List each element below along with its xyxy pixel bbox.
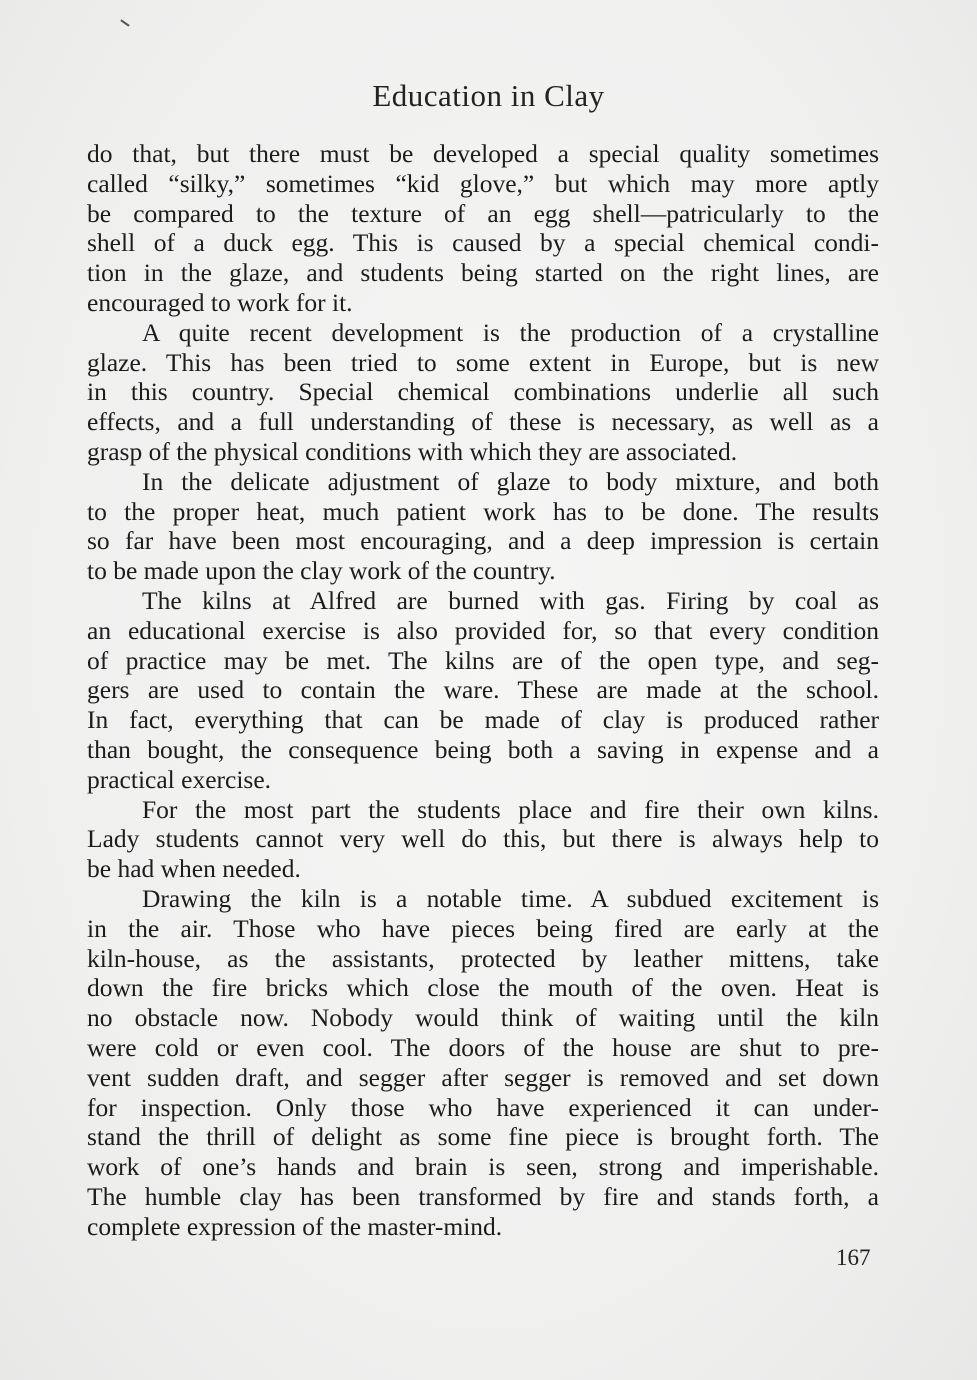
- text-line: an educational exercise is also provided for, so that every condition: [87, 615, 879, 645]
- text-line: for inspection. Only those who have experienced it can under-: [87, 1092, 879, 1122]
- text-line: down the fire bricks which close the mouth of the oven. Heat is: [87, 973, 879, 1003]
- body-text: [87, 139, 879, 1241]
- text-line: to be made upon the clay work of the country.: [87, 556, 556, 586]
- text-line: work of one’s hands and brain is seen, strong and imperishable.: [87, 1152, 879, 1182]
- text-line: complete expression of the master-mind.: [87, 1211, 503, 1241]
- text-line: gers are used to contain the ware. These are made at the school.: [87, 675, 879, 705]
- text-line: to the proper heat, much patient work has to be done. The results: [87, 496, 879, 526]
- text-line: shell of a duck egg. This is caused by a special chemical condi-: [87, 228, 879, 258]
- text-line: no obstacle now. Nobody would think of waiting until the kiln: [87, 1003, 879, 1033]
- text-line: be had when needed.: [87, 854, 301, 884]
- text-line: Drawing the kiln is a notable time. A subdued excitement is: [142, 883, 879, 913]
- text-line: For the most part the students place and fire their own kilns.: [142, 794, 879, 824]
- text-line: The humble clay has been transformed by fire and stands forth, a: [87, 1181, 879, 1211]
- stray-mark: [120, 19, 129, 26]
- text-line: The kilns at Alfred are burned with gas. Firing by coal as: [142, 585, 879, 615]
- text-line: Lady students cannot very well do this, but there is always help to: [87, 824, 879, 854]
- text-line: In fact, everything that can be made of clay is produced rather: [87, 705, 879, 735]
- text-line: effects, and a full understanding of these is necessary, as well as a: [87, 407, 879, 437]
- text-line: stand the thrill of delight as some fine piece is brought forth. The: [87, 1122, 879, 1152]
- text-line: kiln-house, as the assistants, protected by leather mittens, take: [87, 943, 879, 973]
- text-line: do that, but there must be developed a special quality sometimes: [87, 139, 879, 168]
- text-line: were cold or even cool. The doors of the house are shut to pre-: [87, 1032, 879, 1062]
- text-line: encouraged to work for it.: [87, 287, 353, 317]
- text-line: grasp of the physical conditions with which they are associated.: [87, 436, 738, 466]
- text-line: in the air. Those who have pieces being fired are early at the: [87, 913, 879, 943]
- text-line: be compared to the texture of an egg shell—patricularly to the: [87, 198, 879, 228]
- text-line: so far have been most encouraging, and a deep impression is certain: [87, 526, 879, 556]
- text-line: In the delicate adjustment of glaze to body mixture, and both: [142, 466, 879, 496]
- text-line: than bought, the consequence being both a saving in expense and a: [87, 734, 879, 764]
- page-number: 167: [836, 1245, 871, 1270]
- text-line: vent sudden draft, and segger after segger is removed and set down: [87, 1062, 879, 1092]
- text-line: of practice may be met. The kilns are of the open type, and seg-: [87, 645, 879, 675]
- text-line: in this country. Special chemical combinations underlie all such: [87, 377, 879, 407]
- running-head: Education in Clay: [372, 78, 605, 113]
- text-line: called “silky,” sometimes “kid glove,” but which may more aptly: [87, 168, 879, 198]
- text-line: glaze. This has been tried to some extent in Europe, but is new: [87, 347, 879, 377]
- text-line: A quite recent development is the production of a crystalline: [142, 317, 879, 347]
- text-line: practical exercise.: [87, 764, 272, 794]
- text-line: tion in the glaze, and students being started on the right lines, are: [87, 258, 879, 288]
